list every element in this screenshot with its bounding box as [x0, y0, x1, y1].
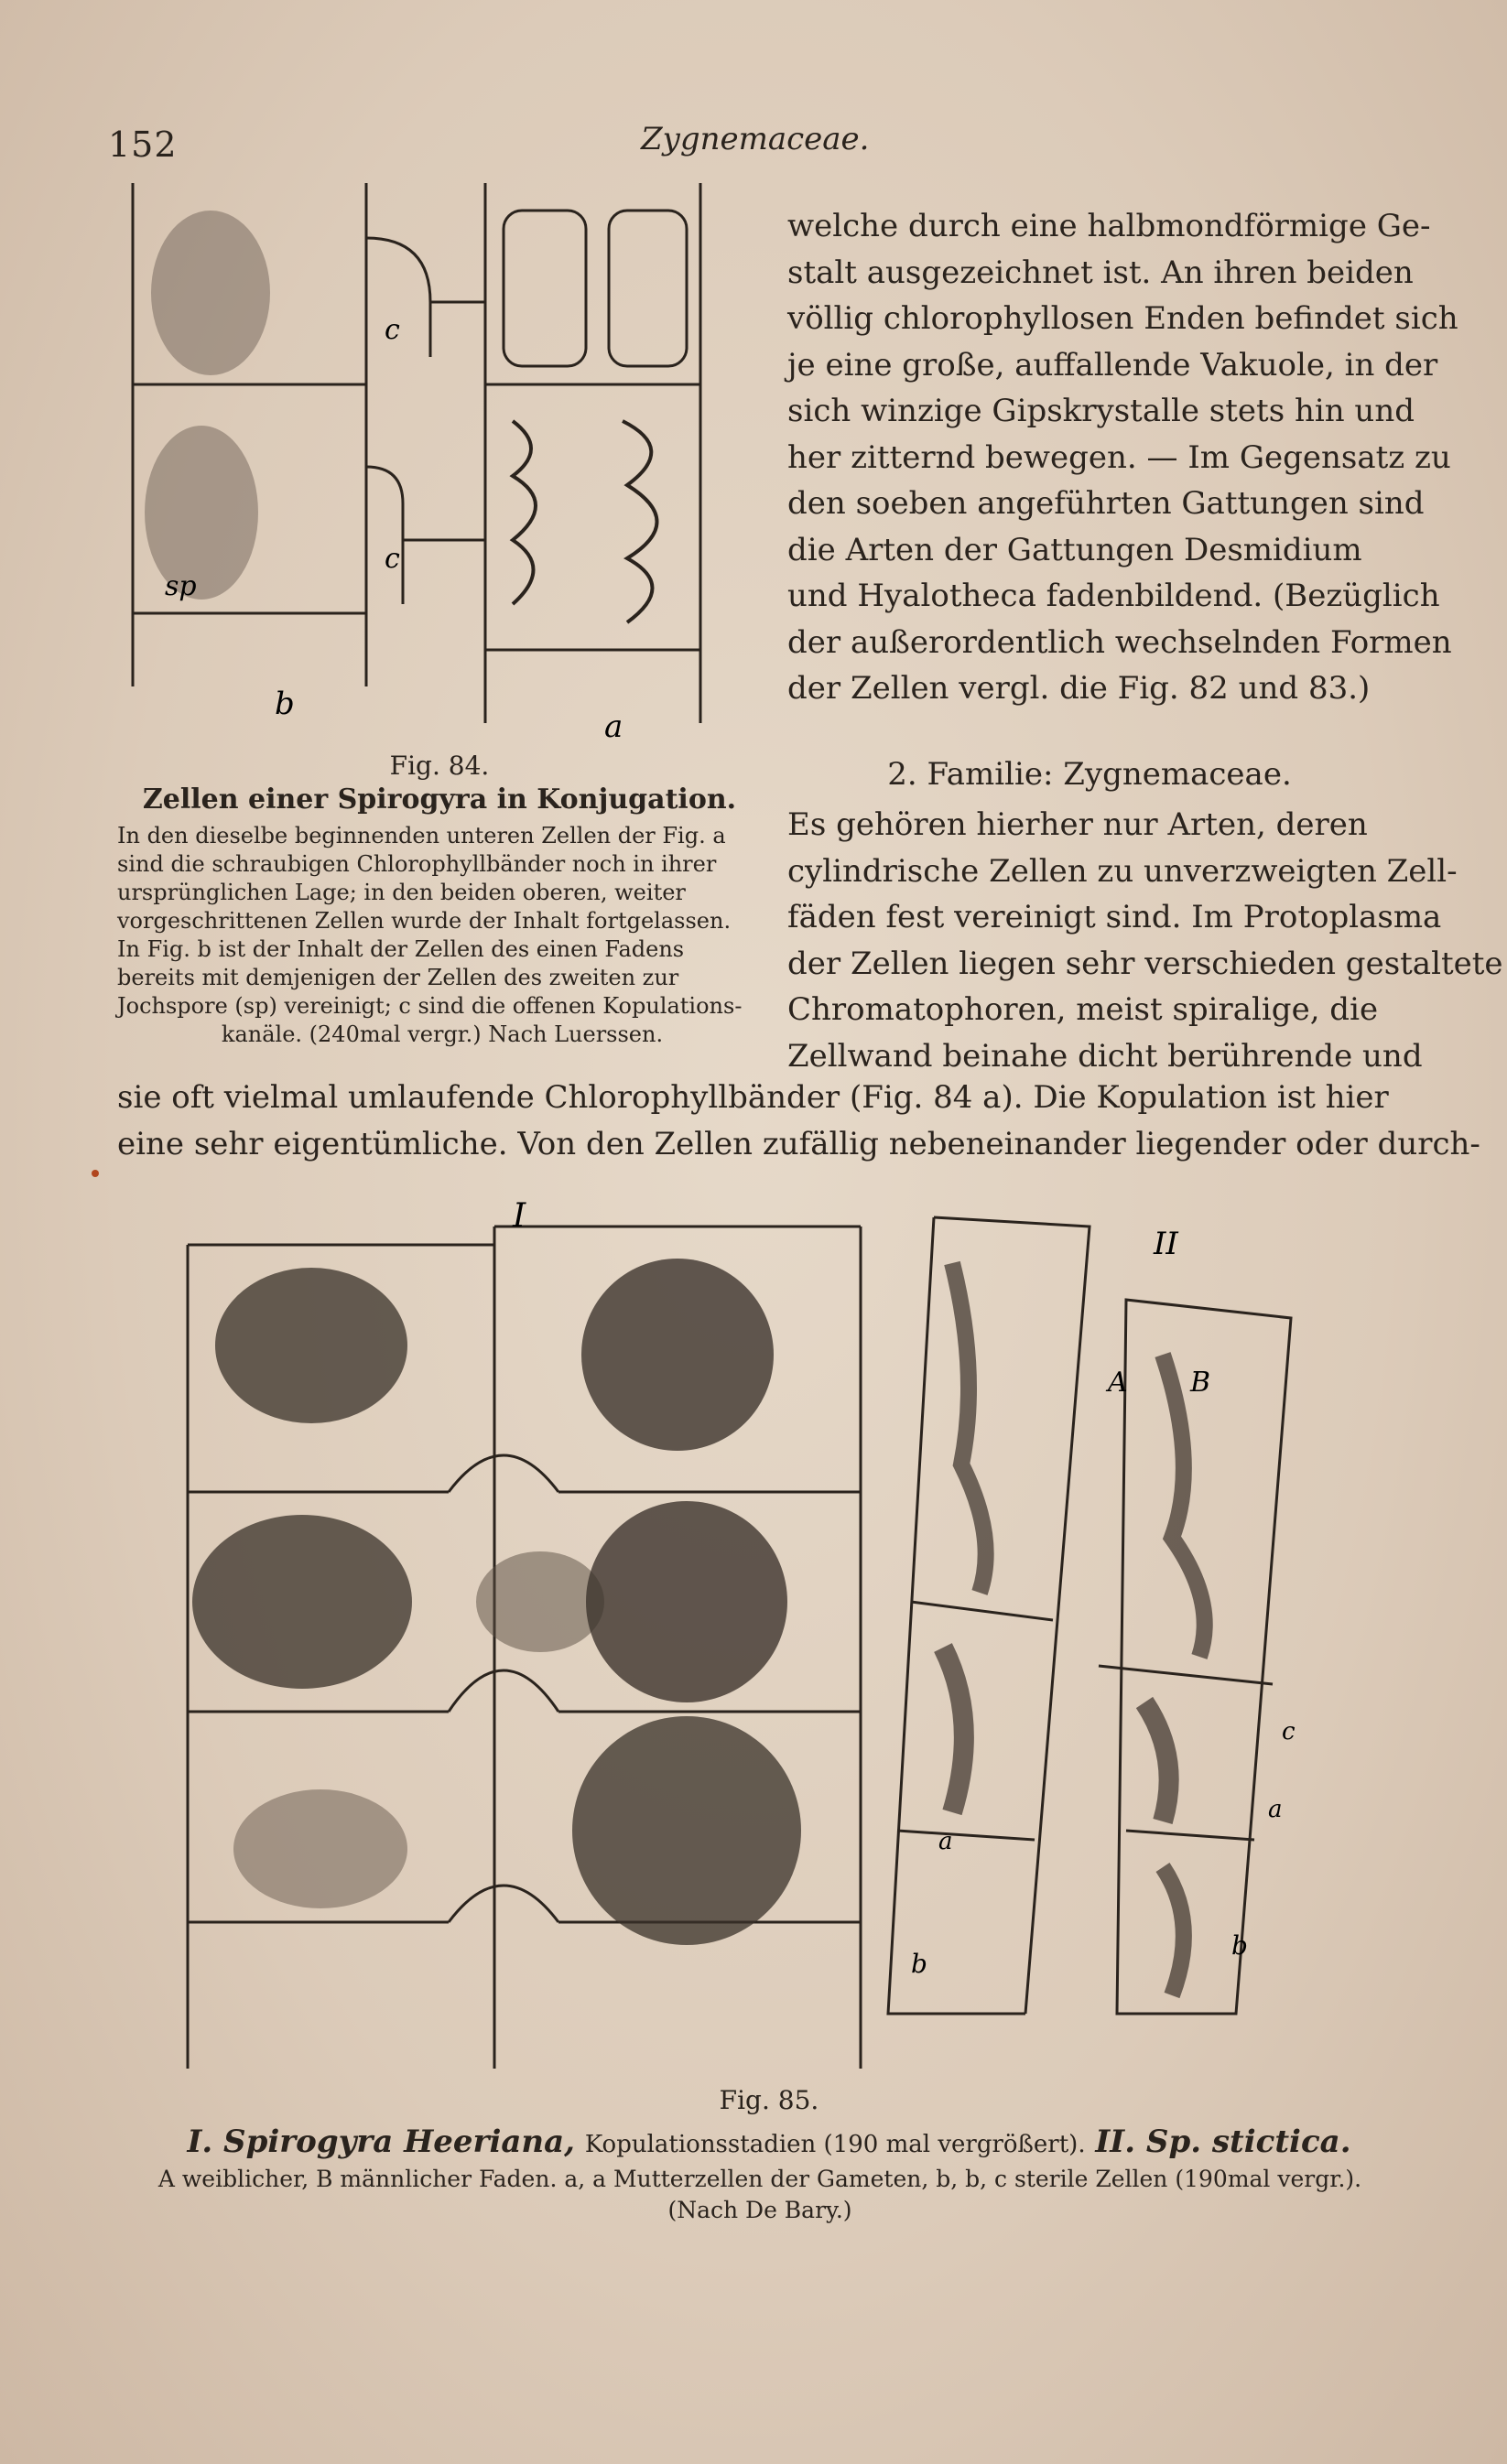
- text-line: sich winzige Gipskrystalle stets hin und: [787, 393, 1415, 429]
- fig84-label-c1: c: [385, 314, 400, 346]
- fig85-label-a2: a: [1268, 1796, 1283, 1823]
- text-line: stalt ausgezeichnet ist. An ihren beiden: [787, 254, 1414, 291]
- text-line: her zitternd bewegen. — Im Gegensatz zu: [787, 438, 1451, 476]
- cell-content: [233, 1789, 407, 1908]
- fig84-label-sp: sp: [165, 570, 197, 602]
- text-line: den soeben angeführten Gattungen sind: [787, 485, 1425, 522]
- fig84-label-c2: c: [385, 543, 400, 575]
- figure-85-title-part1: I. Spirogyra Heeriana,: [187, 2124, 575, 2160]
- text-line: völlig chlorophyllosen Enden befindet sich: [787, 300, 1458, 337]
- fig85-label-B: B: [1190, 1367, 1211, 1399]
- fig84-label-b: b: [275, 686, 295, 722]
- text-line: fäden fest vereinigt sind. Im Protoplasma: [787, 899, 1442, 935]
- full-width-text: [117, 1075, 1480, 1167]
- section-heading: 2. Familie: Zygnemaceae.: [887, 756, 1292, 793]
- figure-85-number: Fig. 85.: [719, 2085, 819, 2115]
- figure-85-illustration: [174, 1190, 1392, 2069]
- cell-content: [586, 1501, 787, 1702]
- text-line: die Arten der Gattungen Desmidium: [787, 531, 1362, 568]
- caption-line: sind die schraubigen Chlorophyllbänder noch in ihrer: [117, 851, 717, 877]
- figure-85-title: [128, 2124, 1410, 2160]
- running-title: Zygnemaceae.: [641, 121, 870, 157]
- fig85-label-b2: b: [1231, 1930, 1248, 1961]
- fig85-label-I: I: [513, 1197, 526, 1235]
- text-line: der Zellen liegen sehr verschieden gestaltete: [787, 945, 1503, 982]
- figure-85-title-part3: II. Sp. stictica.: [1095, 2124, 1351, 2160]
- figure-84-caption: [117, 822, 767, 1049]
- text-line: eine sehr eigentümliche. Von den Zellen zufällig nebeneinander liegender oder durch-: [117, 1125, 1480, 1162]
- figure-85-caption: [110, 2164, 1410, 2226]
- cell-content: [192, 1515, 412, 1689]
- figure-84-illustration: [128, 174, 751, 760]
- cell-content: [476, 1551, 604, 1652]
- caption-line: kanäle. (240mal vergr.) Nach Luerssen.: [221, 1021, 664, 1047]
- figure-84-title: Zellen einer Spirogyra in Konjugation.: [142, 784, 737, 816]
- text-line: cylindrische Zellen zu unverzweigten Zell-: [787, 852, 1458, 890]
- fig84-label-a: a: [604, 708, 623, 745]
- text-line: der außerordentlich wechselnden Formen: [787, 623, 1452, 661]
- text-line: der Zellen vergl. die Fig. 82 und 83.): [787, 670, 1371, 707]
- figure-85-title-part2: Kopulationsstadien (190 mal vergrößert).: [584, 2131, 1086, 2158]
- text-line: welche durch eine halbmondförmige Ge-: [787, 208, 1431, 244]
- chlorophyll-band: [1163, 1867, 1184, 1995]
- spiral-band-left: [513, 421, 536, 604]
- caption-line: ursprünglichen Lage; in den beiden oberen, weiter: [117, 880, 686, 905]
- section-text: [787, 802, 1503, 1079]
- page-number: 152: [108, 124, 178, 165]
- figure-84-number: Fig. 84.: [389, 751, 490, 781]
- cell-content: [215, 1268, 407, 1423]
- fig85-label-II: II: [1154, 1226, 1178, 1262]
- text-line: Chromatophoren, meist spiralige, die: [787, 991, 1379, 1028]
- fig85-label-c: c: [1282, 1718, 1296, 1745]
- chlorophyll-band: [1144, 1702, 1169, 1821]
- caption-line: (Nach De Bary.): [667, 2197, 852, 2223]
- caption-line: bereits mit demjenigen der Zellen des zweiten zur: [117, 965, 679, 990]
- spiral-band-right: [623, 421, 657, 622]
- caption-line: A weiblicher, B männlicher Faden. a, a Mutterzellen der Gameten, b, b, c sterile Zellen (190mal vergr.).: [157, 2166, 1362, 2192]
- fig85-label-b1: b: [911, 1949, 927, 1979]
- text-line: je eine große, auffallende Vakuole, in der: [787, 346, 1438, 384]
- chlorophyll-band: [943, 1648, 964, 1812]
- chlorophyll-band: [952, 1263, 986, 1593]
- zygospore-lower: [145, 426, 258, 600]
- text-line: und Hyalotheca fadenbildend. (Bezüglich: [787, 578, 1440, 614]
- cell-content: [581, 1259, 774, 1451]
- right-column-text: [787, 203, 1458, 712]
- fig85-label-a1: a: [938, 1828, 953, 1855]
- caption-line: In Fig. b ist der Inhalt der Zellen des einen Fadens: [117, 936, 685, 962]
- fig85-label-A: A: [1108, 1367, 1128, 1399]
- cell-content: [572, 1716, 801, 1945]
- caption-line: Jochspore (sp) vereinigt; c sind die offenen Kopulations-: [117, 993, 743, 1019]
- text-line: Zellwand beinahe dicht berührende und: [787, 1037, 1423, 1075]
- zygospore-upper: [151, 211, 270, 375]
- text-line: sie oft vielmal umlaufende Chlorophyllbänder (Fig. 84 a). Die Kopulation ist hier: [117, 1079, 1389, 1116]
- margin-mark: [92, 1170, 99, 1177]
- caption-line: vorgeschrittenen Zellen wurde der Inhalt fortgelassen.: [117, 908, 732, 934]
- caption-line: In den dieselbe beginnenden unteren Zellen der Fig. a: [117, 823, 726, 848]
- chlorophyll-band: [1163, 1355, 1205, 1657]
- text-line: Es gehören hierher nur Arten, deren: [787, 806, 1368, 843]
